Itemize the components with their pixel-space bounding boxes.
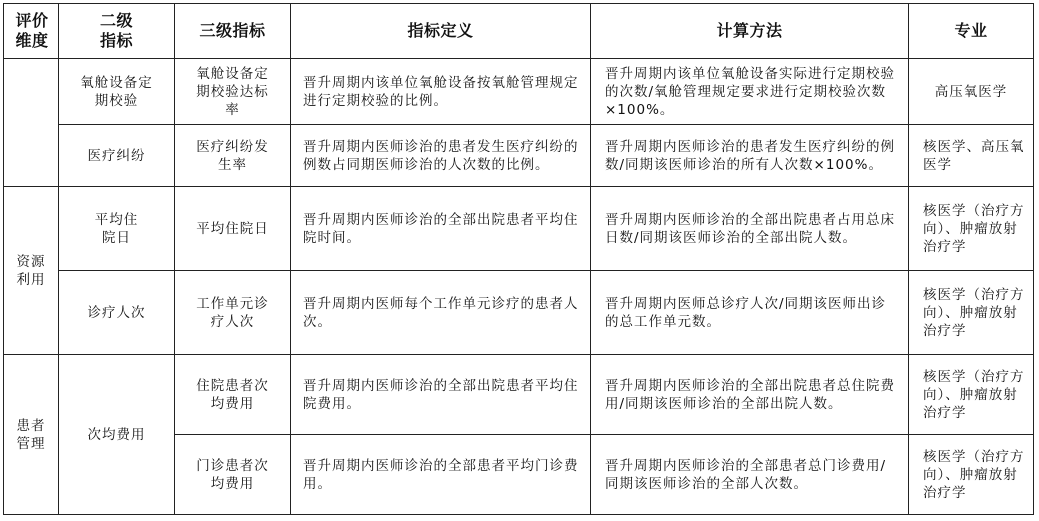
calculation-cell: 晋升周期内医师总诊疗人次/同期该医师出诊的总工作单元数。 <box>591 271 909 355</box>
indicator-table <box>3 3 1034 515</box>
category-cell <box>4 59 59 187</box>
header-row <box>4 4 1034 59</box>
header-definition: 指标定义 <box>291 4 591 59</box>
table-row <box>4 125 1034 187</box>
calculation-cell: 晋升周期内医师诊治的全部出院患者占用总床日数/同期该医师诊治的全部出院人数。 <box>591 187 909 271</box>
level2-cell: 诊疗人次 <box>59 271 175 355</box>
level3-cell: 住院患者次均费用 <box>175 355 291 435</box>
level3-cell: 门诊患者次均费用 <box>175 435 291 515</box>
specialty-cell: 高压氧医学 <box>909 59 1034 125</box>
level2-cell: 平均住院日 <box>59 187 175 271</box>
level2-cell: 次均费用 <box>59 355 175 515</box>
level3-cell: 平均住院日 <box>175 187 291 271</box>
specialty-cell: 核医学（治疗方向）、肿瘤放射治疗学 <box>909 271 1034 355</box>
calculation-cell: 晋升周期内医师诊治的患者发生医疗纠纷的例数/同期该医师诊治的所有人次数×100%。 <box>591 125 909 187</box>
category-cell: 患者管理 <box>4 355 59 515</box>
specialty-cell: 核医学（治疗方向）、肿瘤放射治疗学 <box>909 187 1034 271</box>
specialty-cell: 核医学（治疗方向）、肿瘤放射治疗学 <box>909 435 1034 515</box>
header-level2: 二级指标 <box>59 4 175 59</box>
level2-cell: 氧舱设备定期校验 <box>59 59 175 125</box>
header-level3: 三级指标 <box>175 4 291 59</box>
header-calculation: 计算方法 <box>591 4 909 59</box>
level2-cell: 医疗纠纷 <box>59 125 175 187</box>
specialty-cell: 核医学（治疗方向）、肿瘤放射治疗学 <box>909 355 1034 435</box>
header-category: 评价维度 <box>4 4 59 59</box>
table-row <box>4 271 1034 355</box>
level3-cell: 工作单元诊疗人次 <box>175 271 291 355</box>
level3-cell: 医疗纠纷发生率 <box>175 125 291 187</box>
definition-cell: 晋升周期内医师每个工作单元诊疗的患者人次。 <box>291 271 591 355</box>
definition-cell: 晋升周期内医师诊治的全部出院患者平均住院时间。 <box>291 187 591 271</box>
definition-cell: 晋升周期内该单位氧舱设备按氧舱管理规定进行定期校验的比例。 <box>291 59 591 125</box>
table-row <box>4 355 1034 435</box>
category-cell: 资源利用 <box>4 187 59 355</box>
definition-cell: 晋升周期内医师诊治的全部出院患者平均住院费用。 <box>291 355 591 435</box>
table-row <box>4 59 1034 125</box>
level3-cell: 氧舱设备定期校验达标率 <box>175 59 291 125</box>
calculation-cell: 晋升周期内该单位氧舱设备实际进行定期校验的次数/氧舱管理规定要求进行定期校验次数×100%。 <box>591 59 909 125</box>
definition-cell: 晋升周期内医师诊治的全部患者平均门诊费用。 <box>291 435 591 515</box>
specialty-cell: 核医学、高压氧医学 <box>909 125 1034 187</box>
table-row <box>4 187 1034 271</box>
definition-cell: 晋升周期内医师诊治的患者发生医疗纠纷的例数占同期医师诊治的人次数的比例。 <box>291 125 591 187</box>
calculation-cell: 晋升周期内医师诊治的全部出院患者总住院费用/同期该医师诊治的全部出院人数。 <box>591 355 909 435</box>
calculation-cell: 晋升周期内医师诊治的全部患者总门诊费用/同期该医师诊治的全部人次数。 <box>591 435 909 515</box>
header-specialty: 专业 <box>909 4 1034 59</box>
